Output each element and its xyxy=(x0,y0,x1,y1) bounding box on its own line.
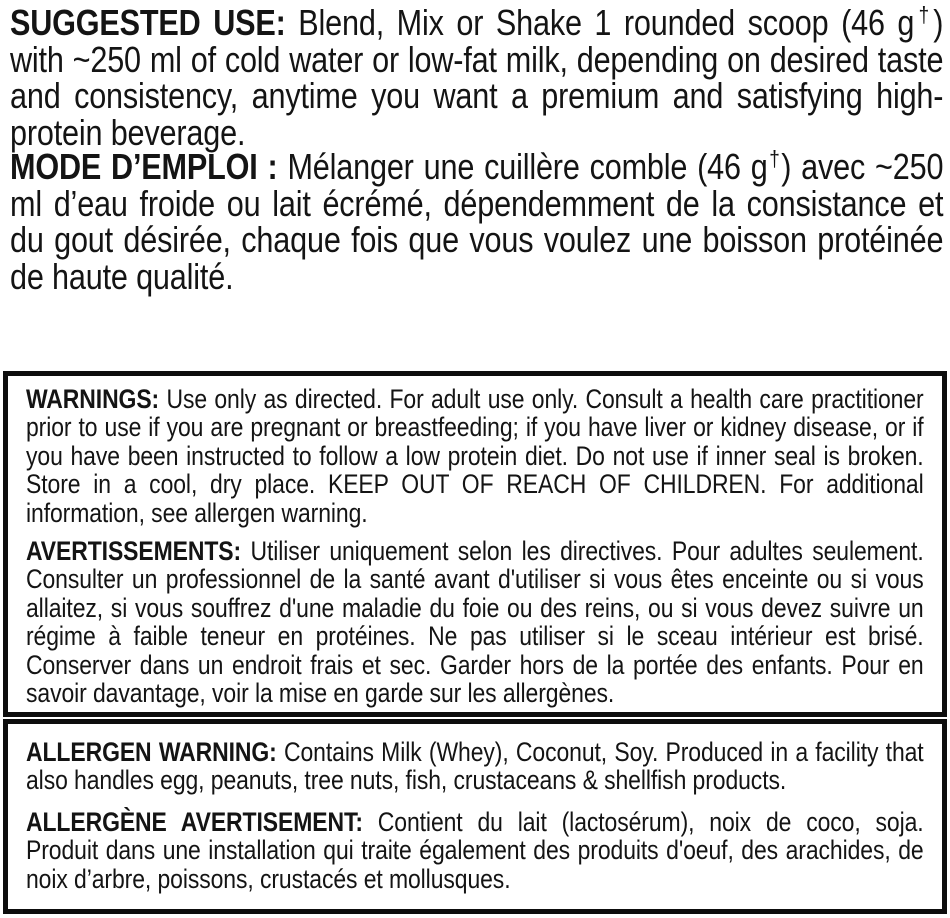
avertissements-text: Utiliser uniquement selon les directives. Pour adultes seulement. Consulter un professionnel de la santé avant d'utiliser si vous êtes enceinte ou si vous allaitez, si vous souffrez d'une maladie du foie ou des reins, ou si vous devez suivre un régime à faible teneur en protéines. Ne pas utiliser si le sceau intérieur est brisé. Conserver dans un endroit frais et sec. Garder hors de la portée des enfants. Pour en savoir davantage, voir la mise en garde sur les allergènes. xyxy=(26,536,924,709)
warnings-text: Use only as directed. For adult use only. Consult a health care practitioner prior to use if you are pregnant or breastfeeding; if you have liver or kidney disease, or if you have been instructed to follow a low protein diet. Do not use if inner seal is broken. Store in a cool, dry place. KEEP OUT OF REACH OF CHILDREN. For additional information, see allergen warning. xyxy=(26,384,924,528)
mode-demploi-text-after-dagger: ) avec ~250 ml d’eau froide ou lait écrémé, dépendemment de la consistance et du gout désirée, chaque fois que vous voulez une boisson protéinée de haute qualité. xyxy=(10,146,944,297)
suggested-use-text-after-dagger: ) with ~250 ml of cold water or low-fat milk, depending on desired taste and consistency, anytime you want a premium and satisfying high-protein beverage. xyxy=(10,2,944,153)
suggested-use-text-before-dagger: Blend, Mix or Shake 1 rounded scoop (46 g xyxy=(298,2,915,43)
mode-demploi-paragraph xyxy=(10,146,944,297)
avertissements-heading: AVERTISSEMENTS: xyxy=(26,536,242,567)
mode-demploi-section xyxy=(10,146,944,297)
mode-demploi-heading: MODE D’EMPLOI : xyxy=(10,146,278,187)
dagger-symbol: † xyxy=(914,2,934,27)
warnings-paragraph xyxy=(26,385,924,527)
warnings-box-content xyxy=(26,385,924,707)
mode-demploi-text-before-dagger: Mélanger une cuillère comble (46 g xyxy=(287,146,768,187)
suggested-use-paragraph xyxy=(10,2,944,153)
allergene-avertisement-heading: ALLERGÈNE AVERTISEMENT: xyxy=(26,806,363,837)
allergene-avertisement-paragraph xyxy=(26,808,924,893)
suggested-use-heading: SUGGESTED USE: xyxy=(10,2,286,43)
allergene-avertisement-text: Contient du lait (lactosérum), noix de coco, soja. Produit dans une installation qui traite également des produits d'oeuf, des arachides, de noix d’arbre, poissons, crustacés et mollusques. xyxy=(26,806,924,894)
allergen-box xyxy=(3,719,947,914)
allergen-warning-heading: ALLERGEN WARNING: xyxy=(26,737,277,767)
allergen-box-content xyxy=(26,738,924,893)
suggested-use-section xyxy=(10,2,944,153)
avertissements-paragraph xyxy=(26,537,924,707)
warnings-box xyxy=(3,371,947,717)
allergen-warning-text: Contains Milk (Whey), Coconut, Soy. Produced in a facility that also handles egg, peanuts, tree nuts, fish, crustaceans & shellfish products. xyxy=(26,737,924,796)
dagger-symbol: † xyxy=(767,146,782,171)
warnings-heading: WARNINGS: xyxy=(26,384,160,414)
allergen-warning-paragraph xyxy=(26,738,924,795)
